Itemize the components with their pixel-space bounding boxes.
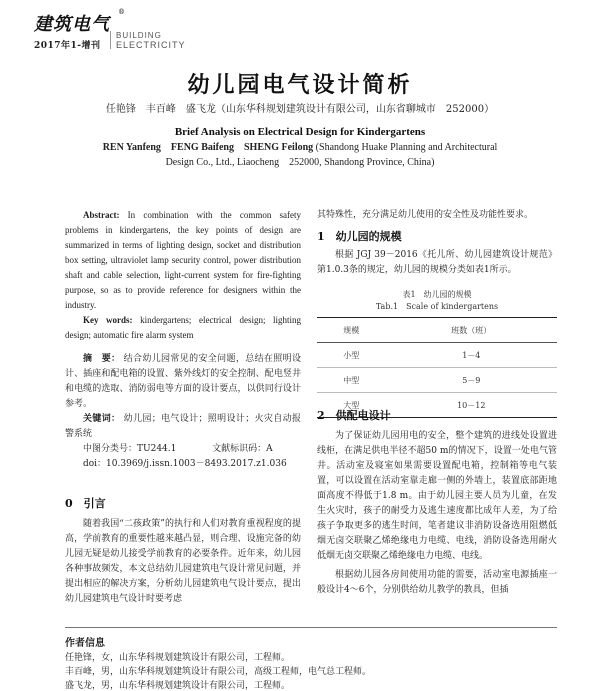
- journal-name-en-line1: BUILDING: [116, 31, 162, 40]
- journal-logo: 建筑电气: [34, 14, 110, 35]
- scale-table: [317, 317, 557, 418]
- right-column-top: [317, 208, 557, 278]
- table-cell: 小型: [317, 343, 386, 368]
- power-paragraph-2: 根据幼儿园各房间使用功能的需要，活动室电源插座一般设计4～6个，分别供给幼儿教学的教具，但插: [317, 570, 557, 595]
- continuation-paragraph: 其特殊性，充分满足幼儿使用的安全性及功能性要求。: [317, 210, 534, 220]
- table-header-cell: 班数（班）: [386, 318, 557, 343]
- table-header-cell: 规模: [317, 318, 386, 343]
- author-info-line: 盛飞龙，男，山东华科规划建筑设计有限公司，工程师。: [65, 681, 291, 691]
- authors-en: [0, 140, 600, 170]
- author-affiliation-en-2: Design Co., Ltd., Liaocheng 252000, Shandong Province, China): [165, 157, 435, 168]
- table-cell: 1－4: [386, 343, 557, 368]
- keywords-en-label: Key words:: [83, 315, 133, 325]
- section-introduction: [65, 496, 301, 607]
- author-info-line: 任艳锋，女，山东华科规划建筑设计有限公司，工程师。: [65, 653, 291, 663]
- table-caption-cn: 表1 幼儿园的规模: [402, 290, 472, 299]
- author-affiliation-en-1: (Shandong Huake Planning and Architectural: [315, 142, 498, 153]
- doi: doi：10.3969/j.issn.1003－8493.2017.z1.036: [83, 459, 287, 469]
- intro-heading: 0 引言: [65, 497, 106, 510]
- power-heading: 2 供配电设计: [317, 409, 391, 422]
- table-cell: 大型: [317, 393, 386, 418]
- document-code: 文献标识码：A: [212, 444, 273, 454]
- author-names-en: REN Yanfeng FENG Baifeng SHENG Feilong: [102, 142, 314, 153]
- author-info-line: 丰百峰，男，山东华科规划建筑设计有限公司，高级工程师，电气总工程师。: [65, 667, 372, 677]
- table-row: [317, 368, 557, 393]
- abstract-en-text: In combination with the common safety problems in kindergartens, the key points of design are summarized in terms of lighting design, socket and distribution box setting, ultraviolet lamp security control, power distribution shaft and cable selection, light-current system for fire-fighting purpose, so as to provide reference for designers within the industry.: [65, 210, 301, 310]
- paper-title-cn: 幼儿园电气设计简析: [187, 72, 413, 98]
- issue-label: 2017年1-增刊: [34, 41, 101, 51]
- table-cell: 5－9: [386, 368, 557, 393]
- author-info-divider: [65, 627, 557, 628]
- table-caption-en: Tab.1 Scale of kindergartens: [375, 302, 499, 311]
- scale-paragraph: 根据 JGJ 39－2016《托儿所、幼儿园建筑设计规范》第1.0.3条的规定，幼儿园的规模分类如表1所示。: [317, 250, 557, 275]
- abstract-cn-text: 结合幼儿园常见的安全问题，总结在照明设计、插座和配电箱的设置、紫外线灯的安全控制、配电竖井和电缆的选取、消防弱电等方面的设计要点，以供同行设计参考。: [65, 354, 301, 409]
- keywords-cn-text: 幼儿园；电气设计；照明设计；火灾自动报警系统: [65, 414, 301, 439]
- header-divider: [110, 31, 111, 49]
- table-row: [317, 343, 557, 368]
- authors-cn: 任艳锋 丰百峰 盛飞龙（山东华科规划建筑设计有限公司，山东省聊城市 252000）: [105, 104, 495, 115]
- power-paragraph-1: 为了保证幼儿园用电的安全，整个建筑的进线处设置进线柜，在满足供电半径不超50 m的情况下，设置一处电气管井。活动室及寝室如果需要设置配电箱，控制箱等电气装置，可以设置在活动室靠走廊一侧的外墙上，装置底部距地面高度不得低于1.8 m。由于幼儿园主要人员为儿童，在发生火灾时，孩子的耐受力及逃生速度都比成年人差，为了给孩子争取更多的逃生时间，笔者建议非消防设备选用阻燃低烟无卤交联聚乙烯绝缘电力电缆、电线，消防设备选用耐火低烟无卤交联聚乙烯绝缘电力电缆、电线。: [317, 431, 557, 561]
- intro-paragraph: 随着我国“二孩政策”的执行和人们对教育重视程度的提高，学前教育的重要性越来越凸显，则合理、设施完备的幼儿园无疑是幼儿接受学前教育的必要条件。近年来，幼儿园各种事故频发，本文总结幼儿园建筑电气设计常见问题，并提出相应的解决方案，分析幼儿园建筑电气设计要点，提出幼儿园建筑电气设计时要考虑: [65, 519, 301, 604]
- clc-number: 中图分类号：TU244.1: [83, 444, 177, 454]
- paper-title-en: Brief Analysis on Electrical Design for Kindergartens: [174, 126, 426, 138]
- journal-name-en-line2: ELECTRICITY: [116, 40, 186, 50]
- section-power-supply: [317, 408, 557, 598]
- registered-mark: ®: [118, 8, 125, 16]
- table-cell: 中型: [317, 368, 386, 393]
- table-header-row: [317, 318, 557, 343]
- abstract-en: [65, 208, 301, 343]
- abstract-cn: [65, 352, 301, 472]
- keywords-en-text: kindergartens; electrical design; lighting design; automatic fire alarm system: [65, 315, 302, 340]
- abstract-cn-label: 摘 要：: [83, 354, 121, 364]
- abstract-en-label: Abstract:: [83, 210, 120, 220]
- table-cell: 10－12: [386, 393, 557, 418]
- author-info-heading: 作者信息: [65, 638, 105, 649]
- keywords-cn-label: 关键词：: [83, 414, 121, 424]
- scale-heading: 1 幼儿园的规模: [317, 230, 402, 243]
